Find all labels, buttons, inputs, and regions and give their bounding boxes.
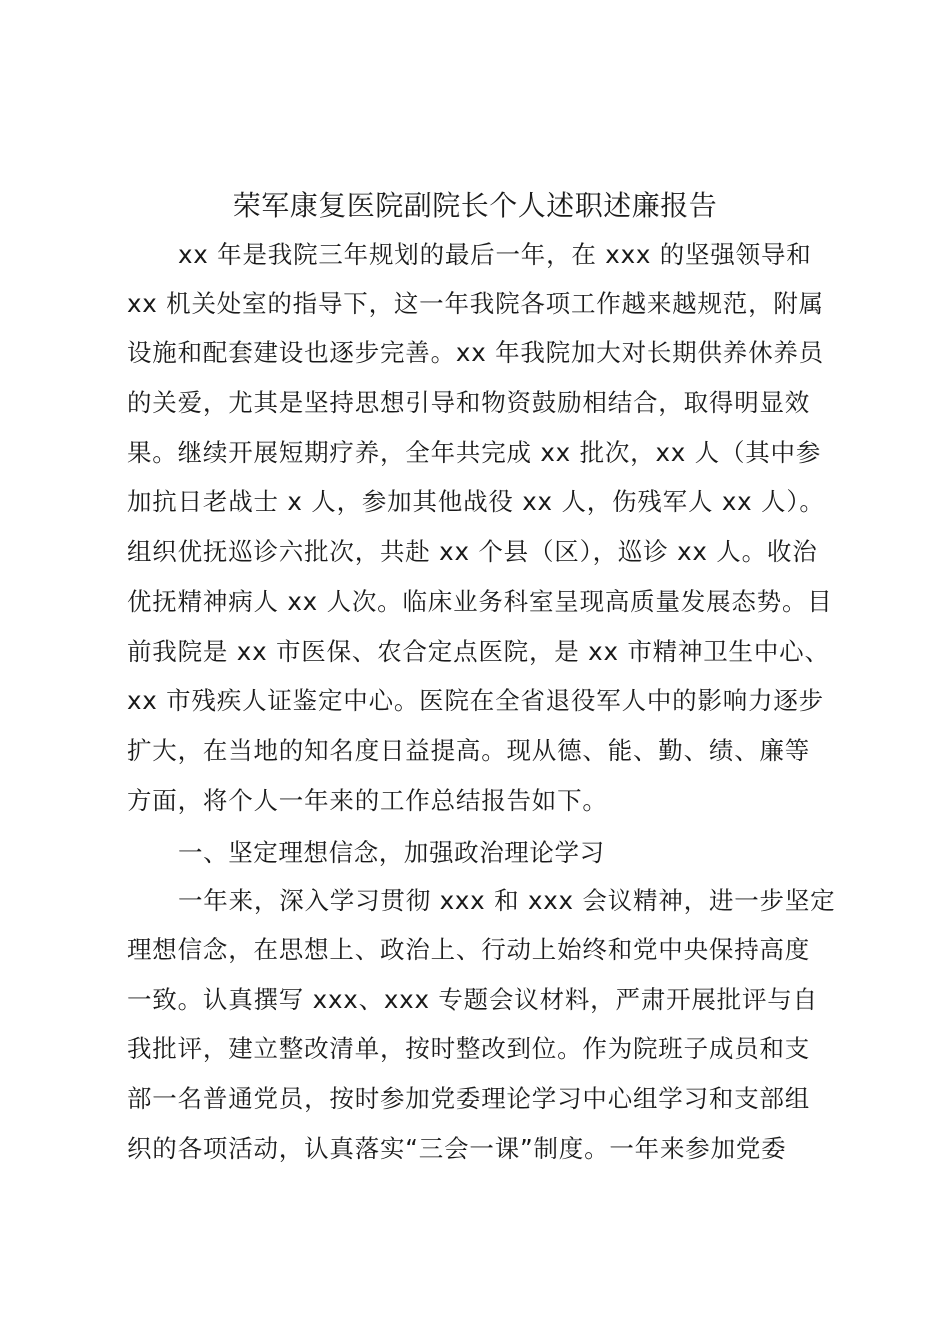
section-heading: 一、坚定理想信念，加强政治理论学习 [178,838,605,867]
paragraph-line: 加抗日老战士 x 人，参加其他战役 xx 人，伤残军人 xx 人）。 [127,487,825,516]
paragraph-line: 的关爱，尤其是坚持思想引导和物资鼓励相结合，取得明显效 [127,388,811,417]
paragraph-line: xx 年是我院三年规划的最后一年，在 xxx 的坚强领导和 [178,240,812,269]
paragraph-line: 果。继续开展短期疗养，全年共完成 xx 批次，xx 人（其中参 [127,438,822,467]
paragraph-line: 一致。认真撰写 xxx、xxx 专题会议材料，严肃开展批评与自 [127,985,818,1014]
paragraph-line: 前我院是 xx 市医保、农合定点医院，是 xx 市精神卫生中心、 [127,637,830,666]
paragraph-line: 组织优抚巡诊六批次，共赴 xx 个县（区），巡诊 xx 人。收治 [127,537,818,566]
paragraph-line: 优抚精神病人 xx 人次。临床业务科室呈现高质量发展态势。目 [127,587,833,616]
paragraph-line: 我批评，建立整改清单，按时整改到位。作为院班子成员和支 [127,1034,811,1063]
paragraph-line: 织的各项活动，认真落实“三会一课”制度。一年来参加党委 [127,1134,787,1163]
paragraph-line: xx 市残疾人证鉴定中心。医院在全省退役军人中的影响力逐步 [127,686,824,715]
document-title: 荣军康复医院副院长个人述职述廉报告 [232,189,718,222]
paragraph-line: 部一名普通党员，按时参加党委理论学习中心组学习和支部组 [127,1084,811,1113]
paragraph-line: xx 机关处室的指导下，这一年我院各项工作越来越规范，附属 [127,289,824,318]
paragraph-line: 方面，将个人一年来的工作总结报告如下。 [127,786,608,815]
paragraph-line: 理想信念，在思想上、政治上、行动上始终和党中央保持高度 [127,935,811,964]
paragraph-line: 设施和配套建设也逐步完善。xx 年我院加大对长期供养休养员 [127,338,824,367]
paragraph-line: 一年来，深入学习贯彻 xxx 和 xxx 会议精神，进一步坚定 [178,886,836,915]
paragraph-line: 扩大，在当地的知名度日益提高。现从德、能、勤、绩、廉等 [127,736,811,765]
